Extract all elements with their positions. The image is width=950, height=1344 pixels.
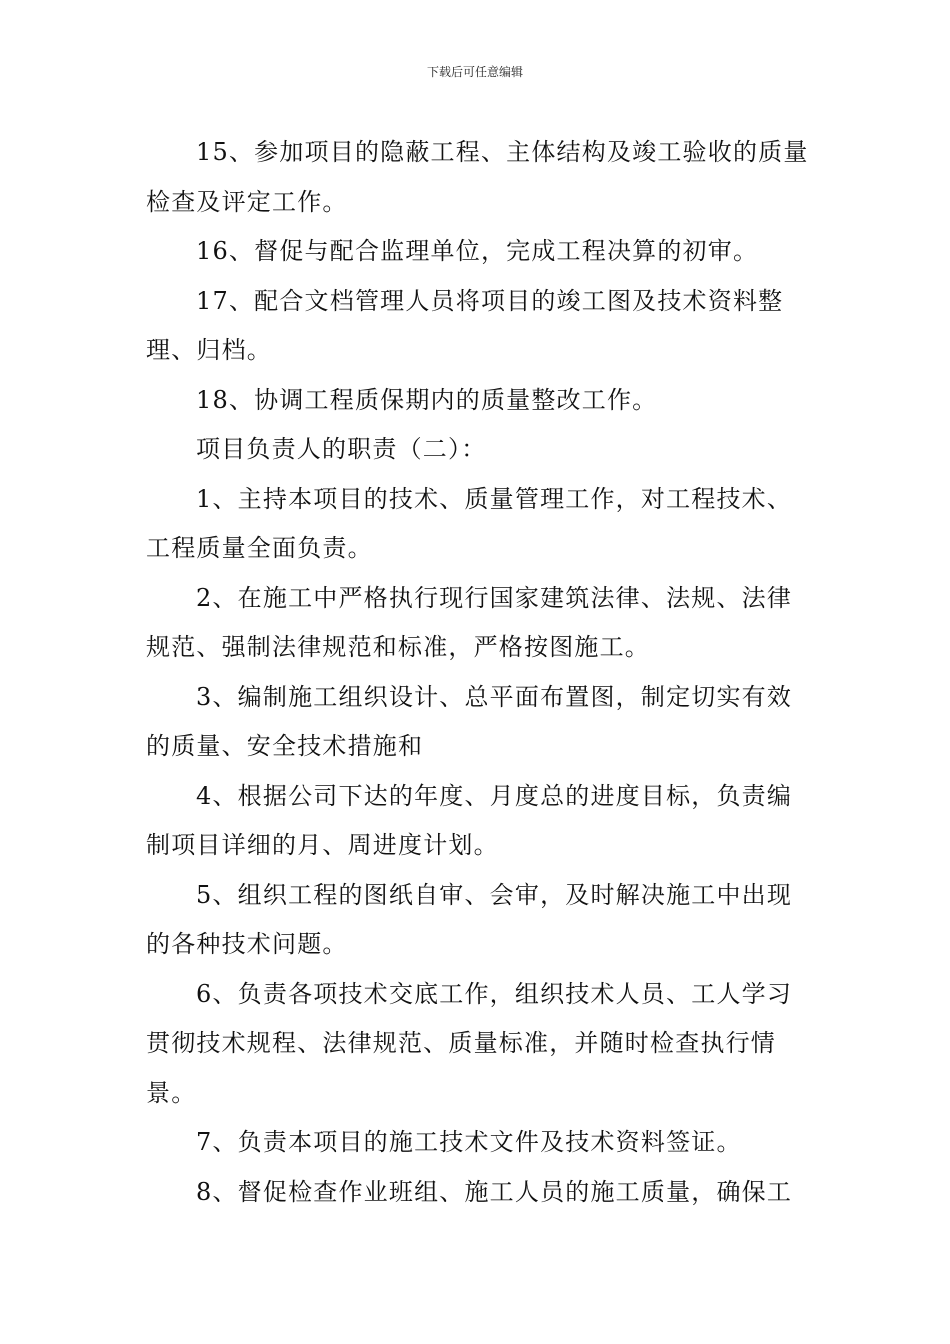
paragraph-item-6: 6、负责各项技术交底工作，组织技术人员、工人学习贯彻技术规程、法律规范、质量标准，并随时检查执行情景。 <box>146 979 793 1107</box>
page-header-note: 下载后可任意编辑 <box>426 65 523 79</box>
paragraph-item-17: 17、配合文档管理人员将项目的竣工图及技术资料整理、归档。 <box>146 286 784 364</box>
paragraph-item-15: 15、参加项目的隐蔽工程、主体结构及竣工验收的质量检查及评定工作。 <box>146 138 809 216</box>
paragraph-item-2: 2、在施工中严格执行现行国家建筑法律、法规、法律规范、强制法律规范和标准，严格按图施工。 <box>146 583 793 661</box>
paragraph-item-3: 3、编制施工组织设计、总平面布置图，制定切实有效的质量、安全技术措施和 <box>146 682 793 760</box>
paragraph-item-1: 1、主持本项目的技术、质量管理工作，对工程技术、工程质量全面负责。 <box>146 484 793 562</box>
section-heading: 项目负责人的职责（二）： <box>196 435 487 463</box>
paragraph-item-5: 5、组织工程的图纸自审、会审，及时解决施工中出现的各种技术问题。 <box>146 880 793 958</box>
paragraph-item-16: 16、督促与配合监理单位，完成工程决算的初审。 <box>196 237 759 265</box>
paragraph-item-18: 18、协调工程质保期内的质量整改工作。 <box>196 385 658 414</box>
paragraph-item-7: 7、负责本项目的施工技术文件及技术资料签证。 <box>196 1128 742 1156</box>
paragraph-item-8: 8、督促检查作业班组、施工人员的施工质量，确保工 <box>196 1177 793 1206</box>
paragraph-item-4: 4、根据公司下达的年度、月度总的进度目标，负责编制项目详细的月、周进度计划。 <box>146 781 793 859</box>
document-body <box>146 128 810 1217</box>
